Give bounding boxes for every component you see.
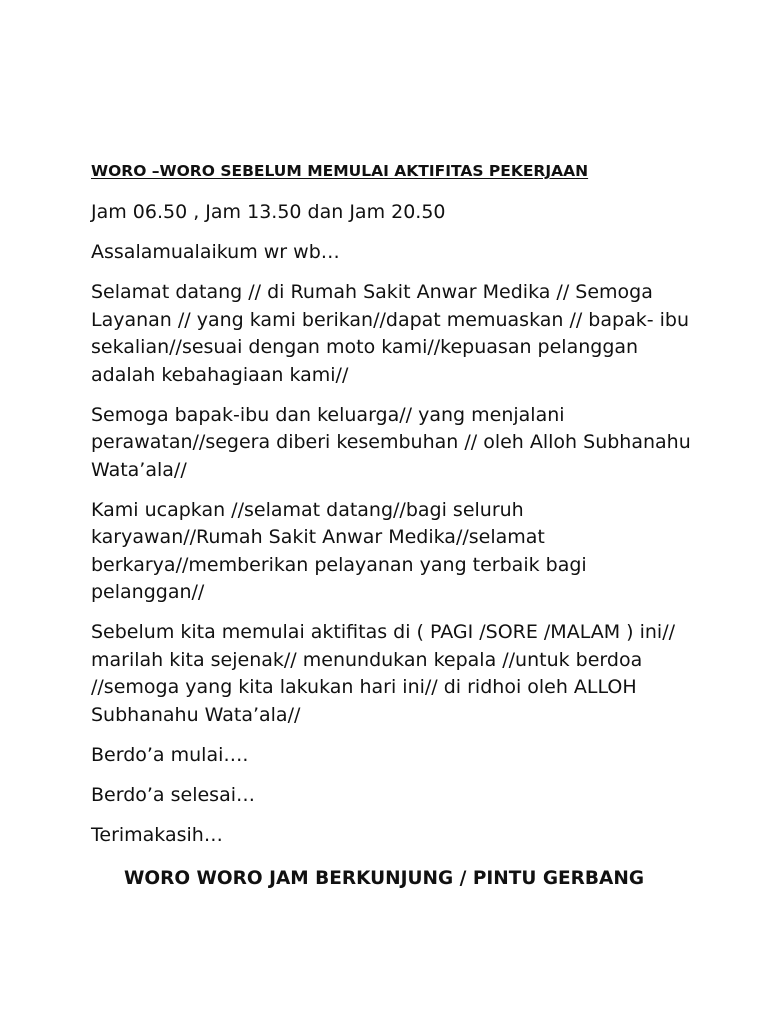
second-section-title-text: WORO WORO JAM BERKUNJUNG / PINTU GERBANG: [123, 868, 644, 889]
prayer-end-paragraph: Berdo’a selesai…: [91, 783, 255, 806]
greeting-paragraph: Assalamualaikum wr wb…: [91, 241, 340, 263]
patient-wish-paragraph: Semoga bapak-ibu dan keluarga// yang menjalani perawatan//segera diberi kesembuhan // oleh Alloh Subhanahu Wata’ala//: [91, 403, 691, 481]
schedule-paragraph: Jam 06.50 , Jam 13.50 dan Jam 20.50: [91, 201, 446, 223]
welcome-paragraph: Selamat datang // di Rumah Sakit Anwar Medika // Semoga Layanan // yang kami berikan//dapat memuaskan // bapak- ibu sekalian//sesuai dengan moto kami//kepuasan pelanggan adalah kebahagiaan kami//: [91, 281, 689, 386]
second-section-title: [0, 868, 768, 889]
document-title: WORO –WORO SEBELUM MEMULAI AKTIFITAS PEKERJAAN: [91, 162, 589, 180]
document-body: [91, 199, 691, 862]
prayer-start-paragraph: Berdo’a mulai….: [91, 743, 249, 766]
employee-welcome-paragraph: Kami ucapkan //selamat datang//bagi seluruh karyawan//Rumah Sakit Anwar Medika//selamat berkarya//memberikan pelayanan yang terbaik bagi pelanggan//: [91, 498, 587, 603]
prayer-invitation-paragraph: Sebelum kita memulai aktifitas di ( PAGI /SORE /MALAM ) ini// marilah kita sejenak// menundukan kepala //untuk berdoa //semoga yang kita lakukan hari ini// di ridhoi oleh ALLOH Subhanahu Wata’ala//: [91, 621, 676, 726]
thanks-paragraph: Terimakasih…: [91, 823, 223, 846]
